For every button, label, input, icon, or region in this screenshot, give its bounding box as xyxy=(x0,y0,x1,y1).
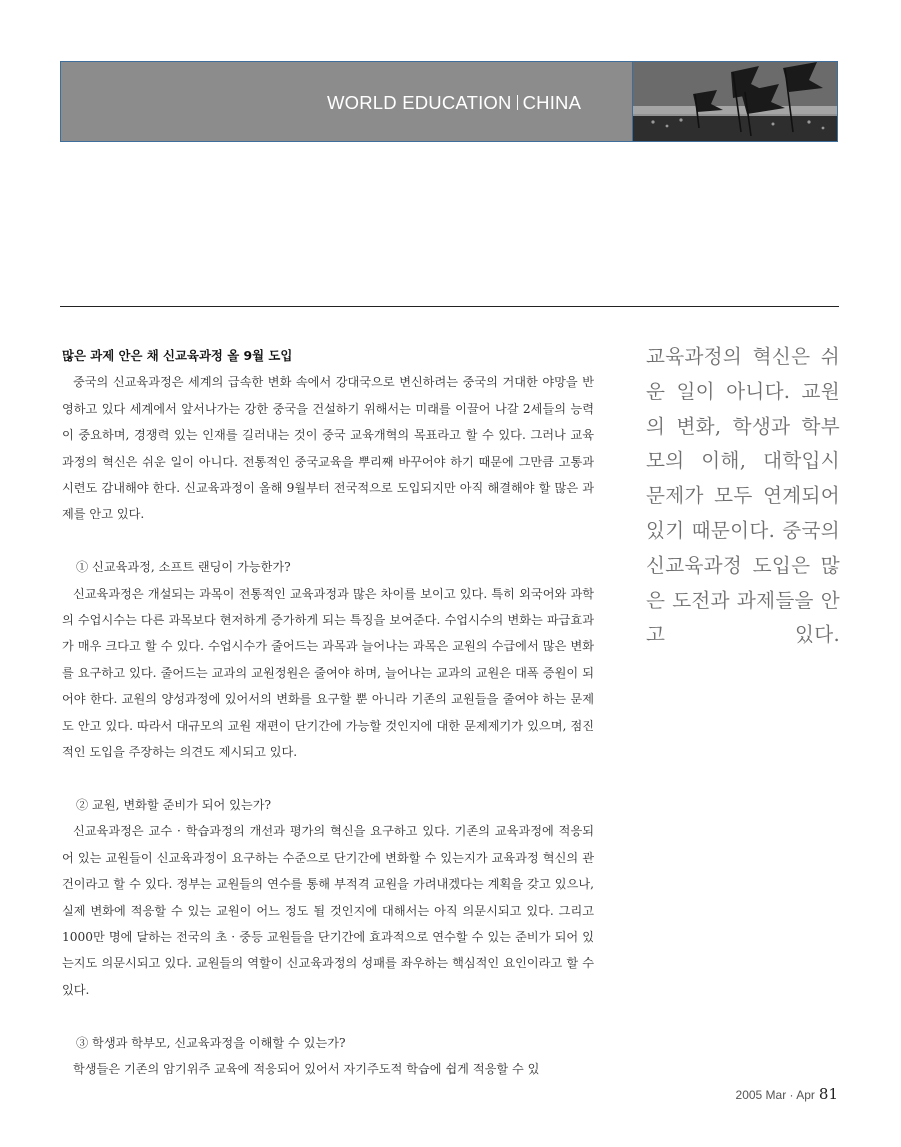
article-column xyxy=(62,343,594,1082)
issue-date: 2005 Mar · Apr xyxy=(735,1088,815,1102)
section-header-banner xyxy=(60,61,838,142)
page-footer xyxy=(736,1085,838,1103)
title-separator xyxy=(517,95,518,110)
flags-photo-icon xyxy=(633,62,837,141)
header-photo xyxy=(632,62,837,141)
section-title-left: WORLD EDUCATION xyxy=(327,92,512,113)
section-2-heading: ② 교원, 변화할 준비가 되어 있는가? xyxy=(76,797,272,812)
section-title xyxy=(327,92,581,114)
section-3-heading: ③ 학생과 학부모, 신교육과정을 이해할 수 있는가? xyxy=(76,1035,346,1050)
horizontal-divider xyxy=(60,306,839,307)
section-3-body: 학생들은 기존의 암기위주 교육에 적응되어 있어서 자기주도적 학습에 쉽게 적응할 수 있 xyxy=(73,1061,540,1076)
section-1-body: 신교육과정은 개설되는 과목이 전통적인 교육과정과 많은 차이를 보이고 있다. 특히 외국어와 과학의 수업시수는 다른 과목보다 현저하게 증가하게 되는 특징을 보여준다. 수업시수의 변화는 파급효과가 매우 크다고 할 수 있다. 수업시수가 줄어드는 과목과 늘어나는 과목은 교원의 수급에서 많은 변화를 요구하고 있다. 줄어드는 교과의 교원정원은 줄여야 하며, 늘어나는 교과의 교원은 대폭 증원이 되어야 한다. 교원의 양성과정에 있어서의 변화를 요구할 뿐 아니라 기존의 교원들을 줄여야 하는 문제도 안고 있다. 따라서 대규모의 교원 재편이 단기간에 가능할 것인지에 대한 문제제기가 있으며, 점진적인 도입을 주장하는 의견도 제시되고 있다. xyxy=(62,586,594,760)
page-number: 81 xyxy=(818,1085,838,1103)
section-1-heading: ① 신교육과정, 소프트 랜딩이 가능한가? xyxy=(76,560,291,575)
section-2-body: 신교육과정은 교수 · 학습과정의 개선과 평가의 혁신을 요구하고 있다. 기존의 교육과정에 적응되어 있는 교원들이 신교육과정이 요구하는 수준으로 단기간에 변화할 수 있는지가 교육과정 혁신의 관건이라고 할 수 있다. 정부는 교원들의 연수를 통해 부적격 교원을 가려내겠다는 계획을 갖고 있으나, 실제 변화에 적응할 수 있는 교원이 어느 정도 될 것인지에 대해서는 아직 의문시되고 있다. 그리고 1000만 명에 달하는 전국의 초 · 중등 교원들을 단기간에 효과적으로 연수할 수 있는 준비가 되어 있는지도 의문시되고 있다. 교원들의 역할이 신교육과정의 성패를 좌우하는 핵심적인 요인이라고 할 수 있다. xyxy=(62,824,594,997)
pull-quote: 교육과정의 혁신은 쉬운 일이 아니다. 교원의 변화, 학생과 학부모의 이해, 대학입시 문제가 모두 연계되어 있기 때문이다. 중국의 신교육과정 도입은 많은 도전과 과제들을 안고 있다. xyxy=(646,345,840,647)
section-title-right: CHINA xyxy=(522,92,582,113)
article-subtitle: 많은 과제 안은 채 신교육과정 올 9월 도입 xyxy=(62,348,293,363)
intro-paragraph: 중국의 신교육과정은 세계의 급속한 변화 속에서 강대국으로 변신하려는 중국의 거대한 야망을 반영하고 있다 세계에서 앞서나가는 강한 중국을 건설하기 위해서는 미래를 이끌어 나갈 2세들의 능력이 중요하며, 경쟁력 있는 인재를 길러내는 것이 중국 교육개혁의 목표라고 할 수 있다. 그러나 교육과정의 혁신은 쉬운 일이 아니다. 전통적인 중국교육을 뿌리째 바꾸어야 하기 때문에 그만큼 고통과 시련도 감내해야 한다. 신교육과정이 올해 9월부터 전국적으로 도입되지만 아직 해결해야 할 많은 과제를 안고 있다. xyxy=(62,375,594,522)
